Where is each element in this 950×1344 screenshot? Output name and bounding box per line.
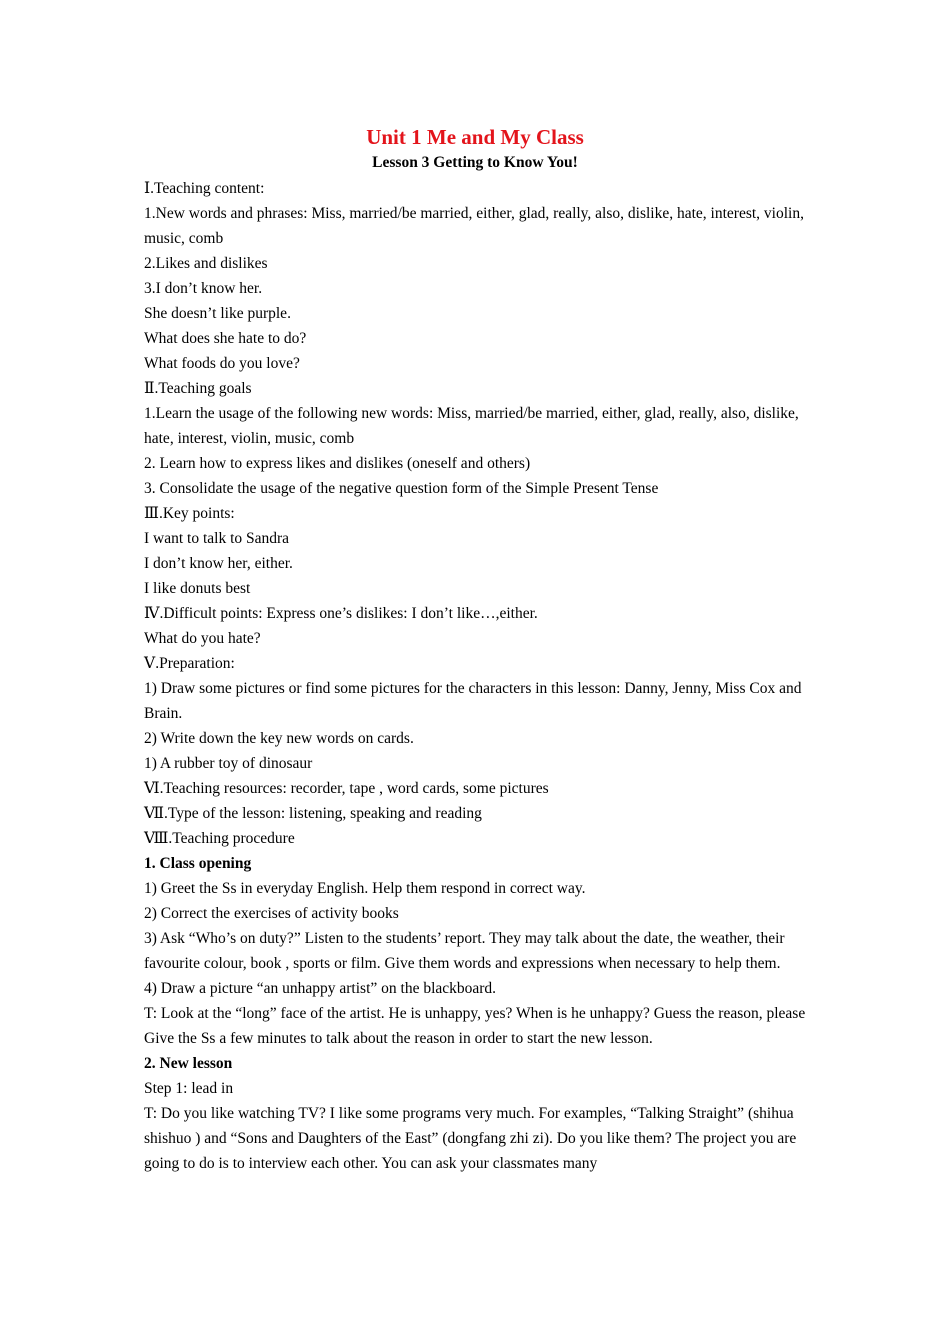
text-line: 3. Consolidate the usage of the negative question form of the Simple Present Tense: [144, 480, 659, 497]
text-line: What do you hate?: [144, 630, 261, 647]
text-line: Ⅵ.Teaching resources: recorder, tape , word cards, some pictures: [144, 780, 549, 797]
text-line: I don’t know her, either.: [144, 555, 293, 572]
text-line: 4) Draw a picture “an unhappy artist” on the blackboard.: [144, 980, 497, 997]
text-line: 3.I don’t know her.: [144, 280, 263, 297]
section-heading: 1. Class opening: [144, 855, 252, 872]
text-line: 1) Draw some pictures or find some pictures for the characters in this lesson: Danny, Jenny, Miss Cox and Brain.: [144, 680, 802, 722]
text-line: T: Do you like watching TV? I like some programs very much. For examples, “Talking Straight” (shihua shishuo ) and “Sons and Daughters of the East” (dongfang zhi zi). Do you like them? The project you are going to do is to interview each other. You can ask your classmates many: [144, 1105, 797, 1172]
text-line: 1) Greet the Ss in everyday English. Help them respond in correct way.: [144, 880, 586, 897]
text-line: 2) Correct the exercises of activity books: [144, 905, 399, 922]
text-line: 2) Write down the key new words on cards.: [144, 730, 414, 747]
document-subtitle: Lesson 3 Getting to Know You!: [372, 154, 578, 171]
text-line: I want to talk to Sandra: [144, 530, 290, 547]
document-title: Unit 1 Me and My Class: [366, 125, 584, 149]
text-line: 3) Ask “Who’s on duty?” Listen to the students’ report. They may talk about the date, the weather, their favourite colour, book , sports or film. Give them words and expressions when necessary to help them.: [144, 930, 785, 972]
text-line: Ⅴ.Preparation:: [144, 655, 235, 672]
text-line: Ⅱ.Teaching goals: [144, 380, 252, 397]
text-line: 1.Learn the usage of the following new words: Miss, married/be married, either, glad, really, also, dislike, hate, interest, violin, music, comb: [144, 405, 799, 447]
text-line: What does she hate to do?: [144, 330, 307, 347]
text-line: 2. Learn how to express likes and dislikes (oneself and others): [144, 455, 531, 472]
text-line: Step 1: lead in: [144, 1080, 234, 1097]
text-line: Give the Ss a few minutes to talk about the reason in order to start the new lesson.: [144, 1030, 653, 1047]
text-line: I like donuts best: [144, 580, 251, 597]
section-heading: 2. New lesson: [144, 1055, 233, 1072]
text-line: T: Look at the “long” face of the artist. He is unhappy, yes? When is he unhappy? Guess the reason, please: [144, 1005, 806, 1022]
text-line: What foods do you love?: [144, 355, 300, 372]
text-line: 1.New words and phrases: Miss, married/be married, either, glad, really, also, dislike, hate, interest, violin, music, comb: [144, 205, 804, 247]
text-line: Ⅷ.Teaching procedure: [144, 830, 295, 847]
text-line: Ⅰ.Teaching content:: [144, 180, 265, 197]
text-line: 1) A rubber toy of dinosaur: [144, 755, 313, 772]
text-line: Ⅲ.Key points:: [144, 505, 235, 522]
document-body: [144, 176, 806, 1176]
text-line: Ⅳ.Difficult points: Express one’s dislikes: I don’t like…,either.: [144, 605, 538, 622]
text-line: Ⅶ.Type of the lesson: listening, speaking and reading: [144, 805, 482, 822]
text-line: 2.Likes and dislikes: [144, 255, 268, 272]
document-page: [144, 122, 806, 1176]
text-line: She doesn’t like purple.: [144, 305, 291, 322]
